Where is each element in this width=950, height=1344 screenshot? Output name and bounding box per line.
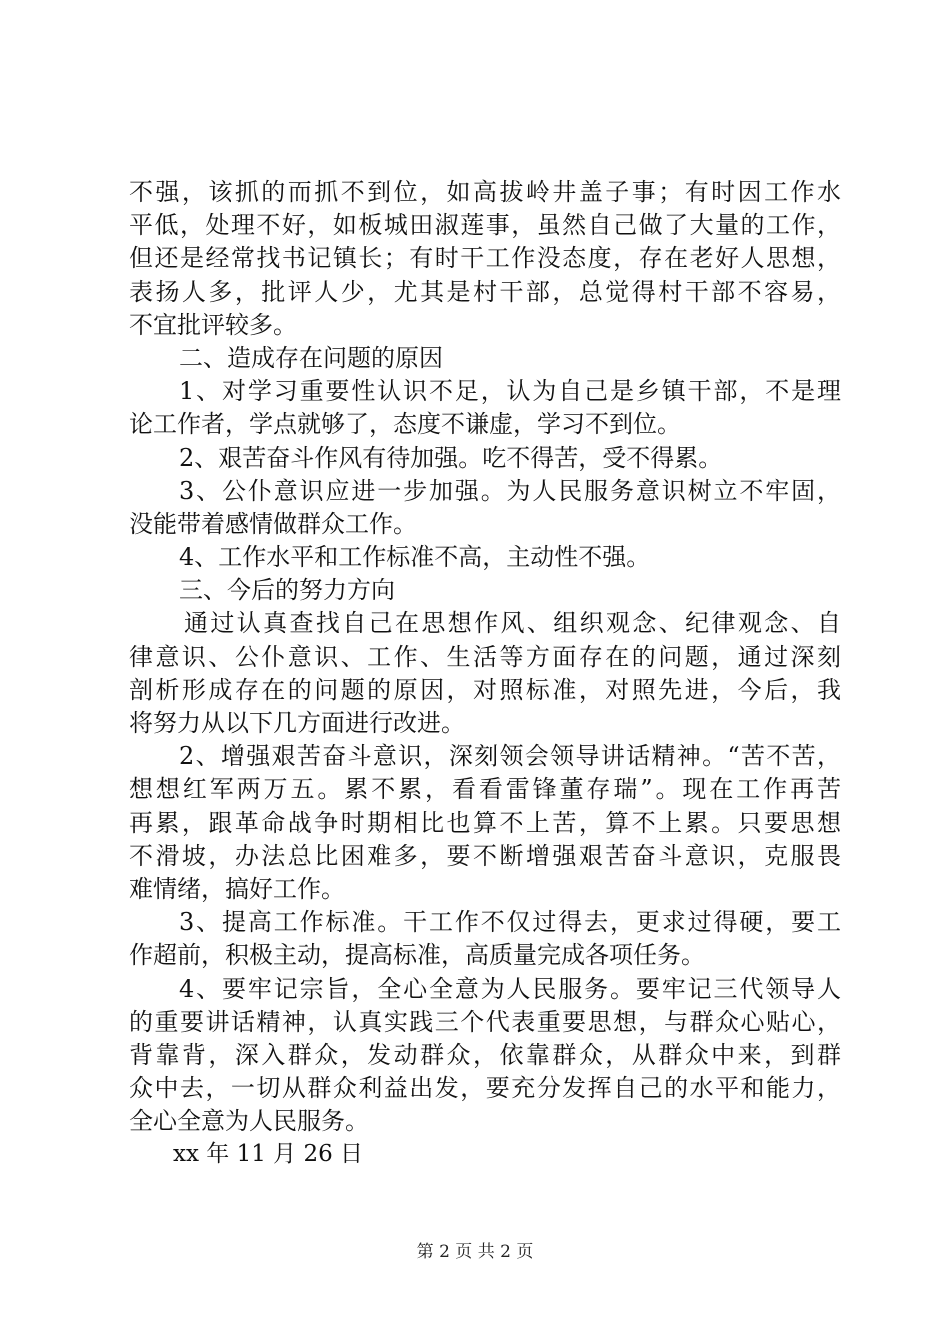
paragraph-line: 通过认真查找自己在思想作风、组织观念、纪律观念、自: [184, 609, 841, 638]
paragraph-line: 不宜批评较多。: [129, 310, 297, 339]
paragraph-line: 论工作者，学点就够了，态度不谦虚，学习不到位。: [129, 410, 681, 439]
paragraph-line: 将努力从以下几方面进行改进。: [129, 709, 465, 737]
paragraph-line: 想想红军两万五。累不累，看看雷锋董存瑞”。现在工作再苦: [129, 775, 841, 804]
paragraph-line: 剖析形成存在的问题的原因，对照标准，对照先进，今后，我: [129, 675, 841, 704]
paragraph-line: 但还是经常找书记镇长；有时干工作没态度，存在老好人思想，: [129, 244, 841, 273]
paragraph-line: 2、艰苦奋斗作风有待加强。吃不得苦，受不得累。: [179, 443, 723, 472]
paragraph-line: 全心全意为人民服务。: [129, 1107, 369, 1136]
paragraph-line: 4、工作水平和工作标准不高，主动性不强。: [179, 543, 651, 572]
page-footer: 第 2 页 共 2 页: [416, 1242, 534, 1262]
section-heading: 二、造成存在问题的原因: [179, 343, 443, 372]
paragraph-line: 3、提高工作标准。干工作不仅过得去，更求过得硬，要工: [179, 908, 841, 937]
paragraph-line: 平低，处理不好，如板城田淑莲事，虽然自己做了大量的工作，: [129, 211, 841, 240]
paragraph-line: 4、要牢记宗旨，全心全意为人民服务。要牢记三代领导人: [179, 974, 841, 1003]
paragraph-line: 难情绪，搞好工作。: [129, 874, 345, 903]
paragraph-line: 没能带着感情做群众工作。: [129, 509, 417, 538]
paragraph-line: 作超前，积极主动，提高标准，高质量完成各项任务。: [129, 941, 705, 970]
paragraph-line: 不强，该抓的而抓不到位，如高拔岭井盖子事；有时因工作水: [129, 178, 841, 206]
paragraph-line: 再累，跟革命战争时期相比也算不上苦，算不上累。只要思想: [129, 808, 841, 837]
document-date: xx 年 11 月 26 日: [173, 1141, 364, 1168]
paragraph-line: 表扬人多，批评人少，尤其是村干部，总觉得村干部不容易，: [129, 277, 841, 306]
paragraph-line: 背靠背，深入群众，发动群众，依靠群众，从群众中来，到群: [129, 1040, 841, 1069]
paragraph-line: 2、增强艰苦奋斗意识，深刻领会领导讲话精神。“苦不苦，: [179, 742, 841, 771]
section-heading: 三、今后的努力方向: [179, 576, 395, 605]
paragraph-line: 律意识、公仆意识、工作、生活等方面存在的问题，通过深刻: [129, 642, 841, 671]
paragraph-line: 3、公仆意识应进一步加强。为人民服务意识树立不牢固，: [179, 476, 841, 505]
paragraph-line: 1、对学习重要性认识不足，认为自己是乡镇干部，不是理: [179, 377, 841, 406]
paragraph-line: 众中去，一切从群众利益出发，要充分发挥自己的水平和能力，: [129, 1074, 841, 1103]
paragraph-line: 不滑坡，办法总比困难多，要不断增强艰苦奋斗意识，克服畏: [129, 841, 841, 870]
paragraph-line: 的重要讲话精神，认真实践三个代表重要思想，与群众心贴心，: [129, 1007, 841, 1036]
document-body: [129, 176, 841, 1172]
